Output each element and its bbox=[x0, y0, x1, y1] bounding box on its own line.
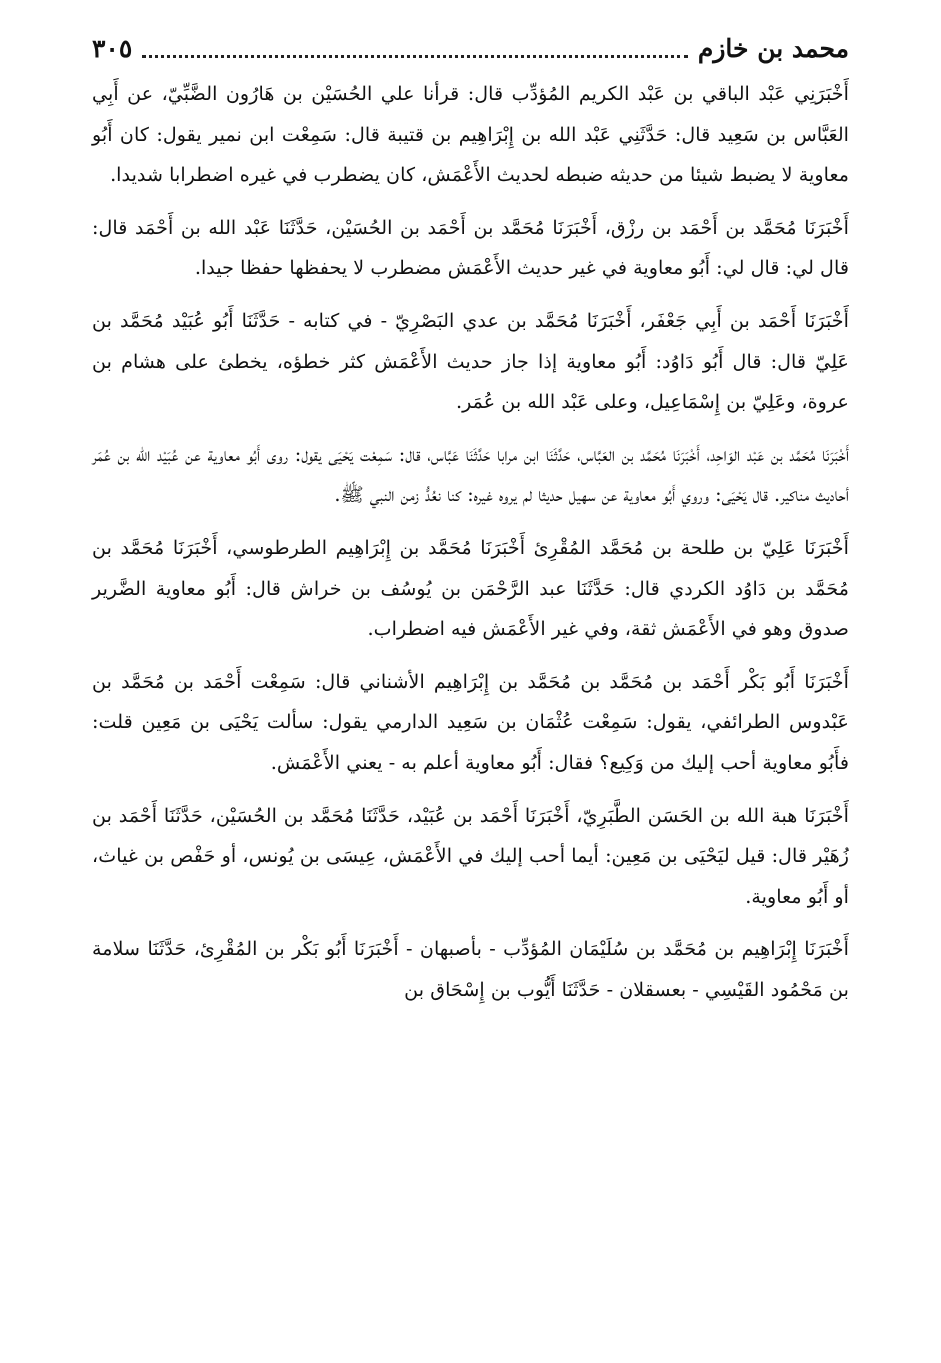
paragraph-5: أَخْبَرَنَا عَلِيّ بن طلحة بن مُحَمَّد المُقْرِئ أَخْبَرَنَا مُحَمَّد بن إِبْرَاهِيم الطرطوسي، أَخْبَرَنَا مُحَمَّد بن مُحَمَّد بن دَاوُد الكردي قال: حَدَّثَنَا عبد الرَّحْمَن بن يُوسُف بن خراش قال: أَبُو معاوية الضَّرير صدوق وهو في الأَعْمَش ثقة، وفي غير الأَعْمَش فيه اضطراب. bbox=[92, 535, 849, 641]
paragraph-1: أَخْبَرَنِي عَبْد الباقي بن عَبْد الكريم المُؤدِّب قال: قرأنا علي الحُسَيْن بن هَارُون الضَّبِّيّ، عن أَبِي العَبَّاس بن سَعِيد قال: حَدَّثَنِي عَبْد الله بن إِبْرَاهِيم بن قتيبة قال: سَمِعْت ابن نمير يقول: كان أَبُو معاوية لا يضبط شيئا من حديثه ضبطه لحديث الأَعْمَش، كان يضطرب في غيره اضطرابا شديدا. bbox=[92, 82, 849, 187]
header-title: محمد بن خازم bbox=[697, 34, 849, 63]
paragraph-8: أَخْبَرَنَا إِبْرَاهِيم بن مُحَمَّد بن سُلَيْمَان المُؤدِّب - بأصبهان - أَخْبَرَنَا أَبُو بَكْر بن المُقْرِئ، حَدَّثَنَا سلامة بن مَحْمُود القَيْسِي - بعسقلان - حَدَّثَنَا أَيُّوب بن إِسْحَاق بن bbox=[92, 937, 849, 1001]
paragraph-6: أَخْبَرَنَا أَبُو بَكْر أَحْمَد بن مُحَمَّد بن مُحَمَّد بن إِبْرَاهِيم الأشناني قال: سَمِعْت أَحْمَد بن مُحَمَّد بن عَبْدوس الطرائفي، يقول: سَمِعْت عُثْمَان بن سَعِيد الدارمي يقول: سألت يَحْيَى بن مَعِين قلت: فأَبُو معاوية أحب إليك من وَكِيع؟ فقال: أَبُو معاوية أعلم به - يعني الأَعْمَش. bbox=[92, 669, 849, 774]
page-number: ٣٠٥ bbox=[92, 34, 133, 63]
paragraph-2: أَخْبَرَنَا مُحَمَّد بن أَحْمَد بن رزْق، أَخْبَرَنَا مُحَمَّد بن أَحْمَد بن الحُسَيْن، حَدَّثَنَا عَبْد الله بن أَحْمَد قال: قال لي: قال لي: أَبُو معاوية في غير حديث الأَعْمَش مضطرب لا يحفظها حفظا جيدا. bbox=[92, 215, 849, 280]
paragraph-7: أَخْبَرَنَا هبة الله بن الحَسَن الطَّبَرِيّ، أَخْبَرَنَا أَحْمَد بن عُبَيْد، حَدَّثَنَا مُحَمَّد بن الحُسَيْن، حَدَّثَنَا أَحْمَد بن زُهَيْر قال: قيل ليَحْيَى بن مَعِين: أيما أحب إليك في الأَعْمَش، عِيسَى بن يُونس، أو حَفْص بن غياث، أو أَبُو معاوية. bbox=[92, 803, 849, 908]
body-text bbox=[92, 74, 849, 1353]
paragraph-3: أَخْبَرَنَا أَحْمَد بن أَبِي جَعْفَر، أَخْبَرَنَا مُحَمَّد بن عدي البَصْرِيّ - في كتابه - حَدَّثَنَا أَبُو عُبَيْد مُحَمَّد بن عَلِيّ قال: قال أَبُو دَاوُد: أَبُو معاوية إذا جاز حديث الأَعْمَش كثر خطؤه، يخطئ على هشام بن عروة، وعَلِيّ بن إِسْمَاعِيل، وعلى عَبْد الله بن عُمَر. bbox=[92, 308, 849, 414]
dotted-leader bbox=[142, 41, 688, 58]
paragraph-4: أَخْبَرَنَا مُحَمَّد بن عَبْد الوَاحِد، أَخْبَرَنَا مُحَمَّد بن العَبَّاس، حَدَّثَنَا ابن مرابا حَدَّثَنَا عَبَّاس، قال: سَمِعْت يَحْيَى يقول: روى أَبُو معاوية عن عُبَيْد الله بن عُمَر أحاديث مناكير. قال يَحْيَى: وروي أَبُو معاوية عن سهيل حديثا لم يروه غيره: كنا نعُدُّ زمن النبي ﷺ. bbox=[92, 442, 849, 507]
running-header bbox=[92, 32, 849, 66]
